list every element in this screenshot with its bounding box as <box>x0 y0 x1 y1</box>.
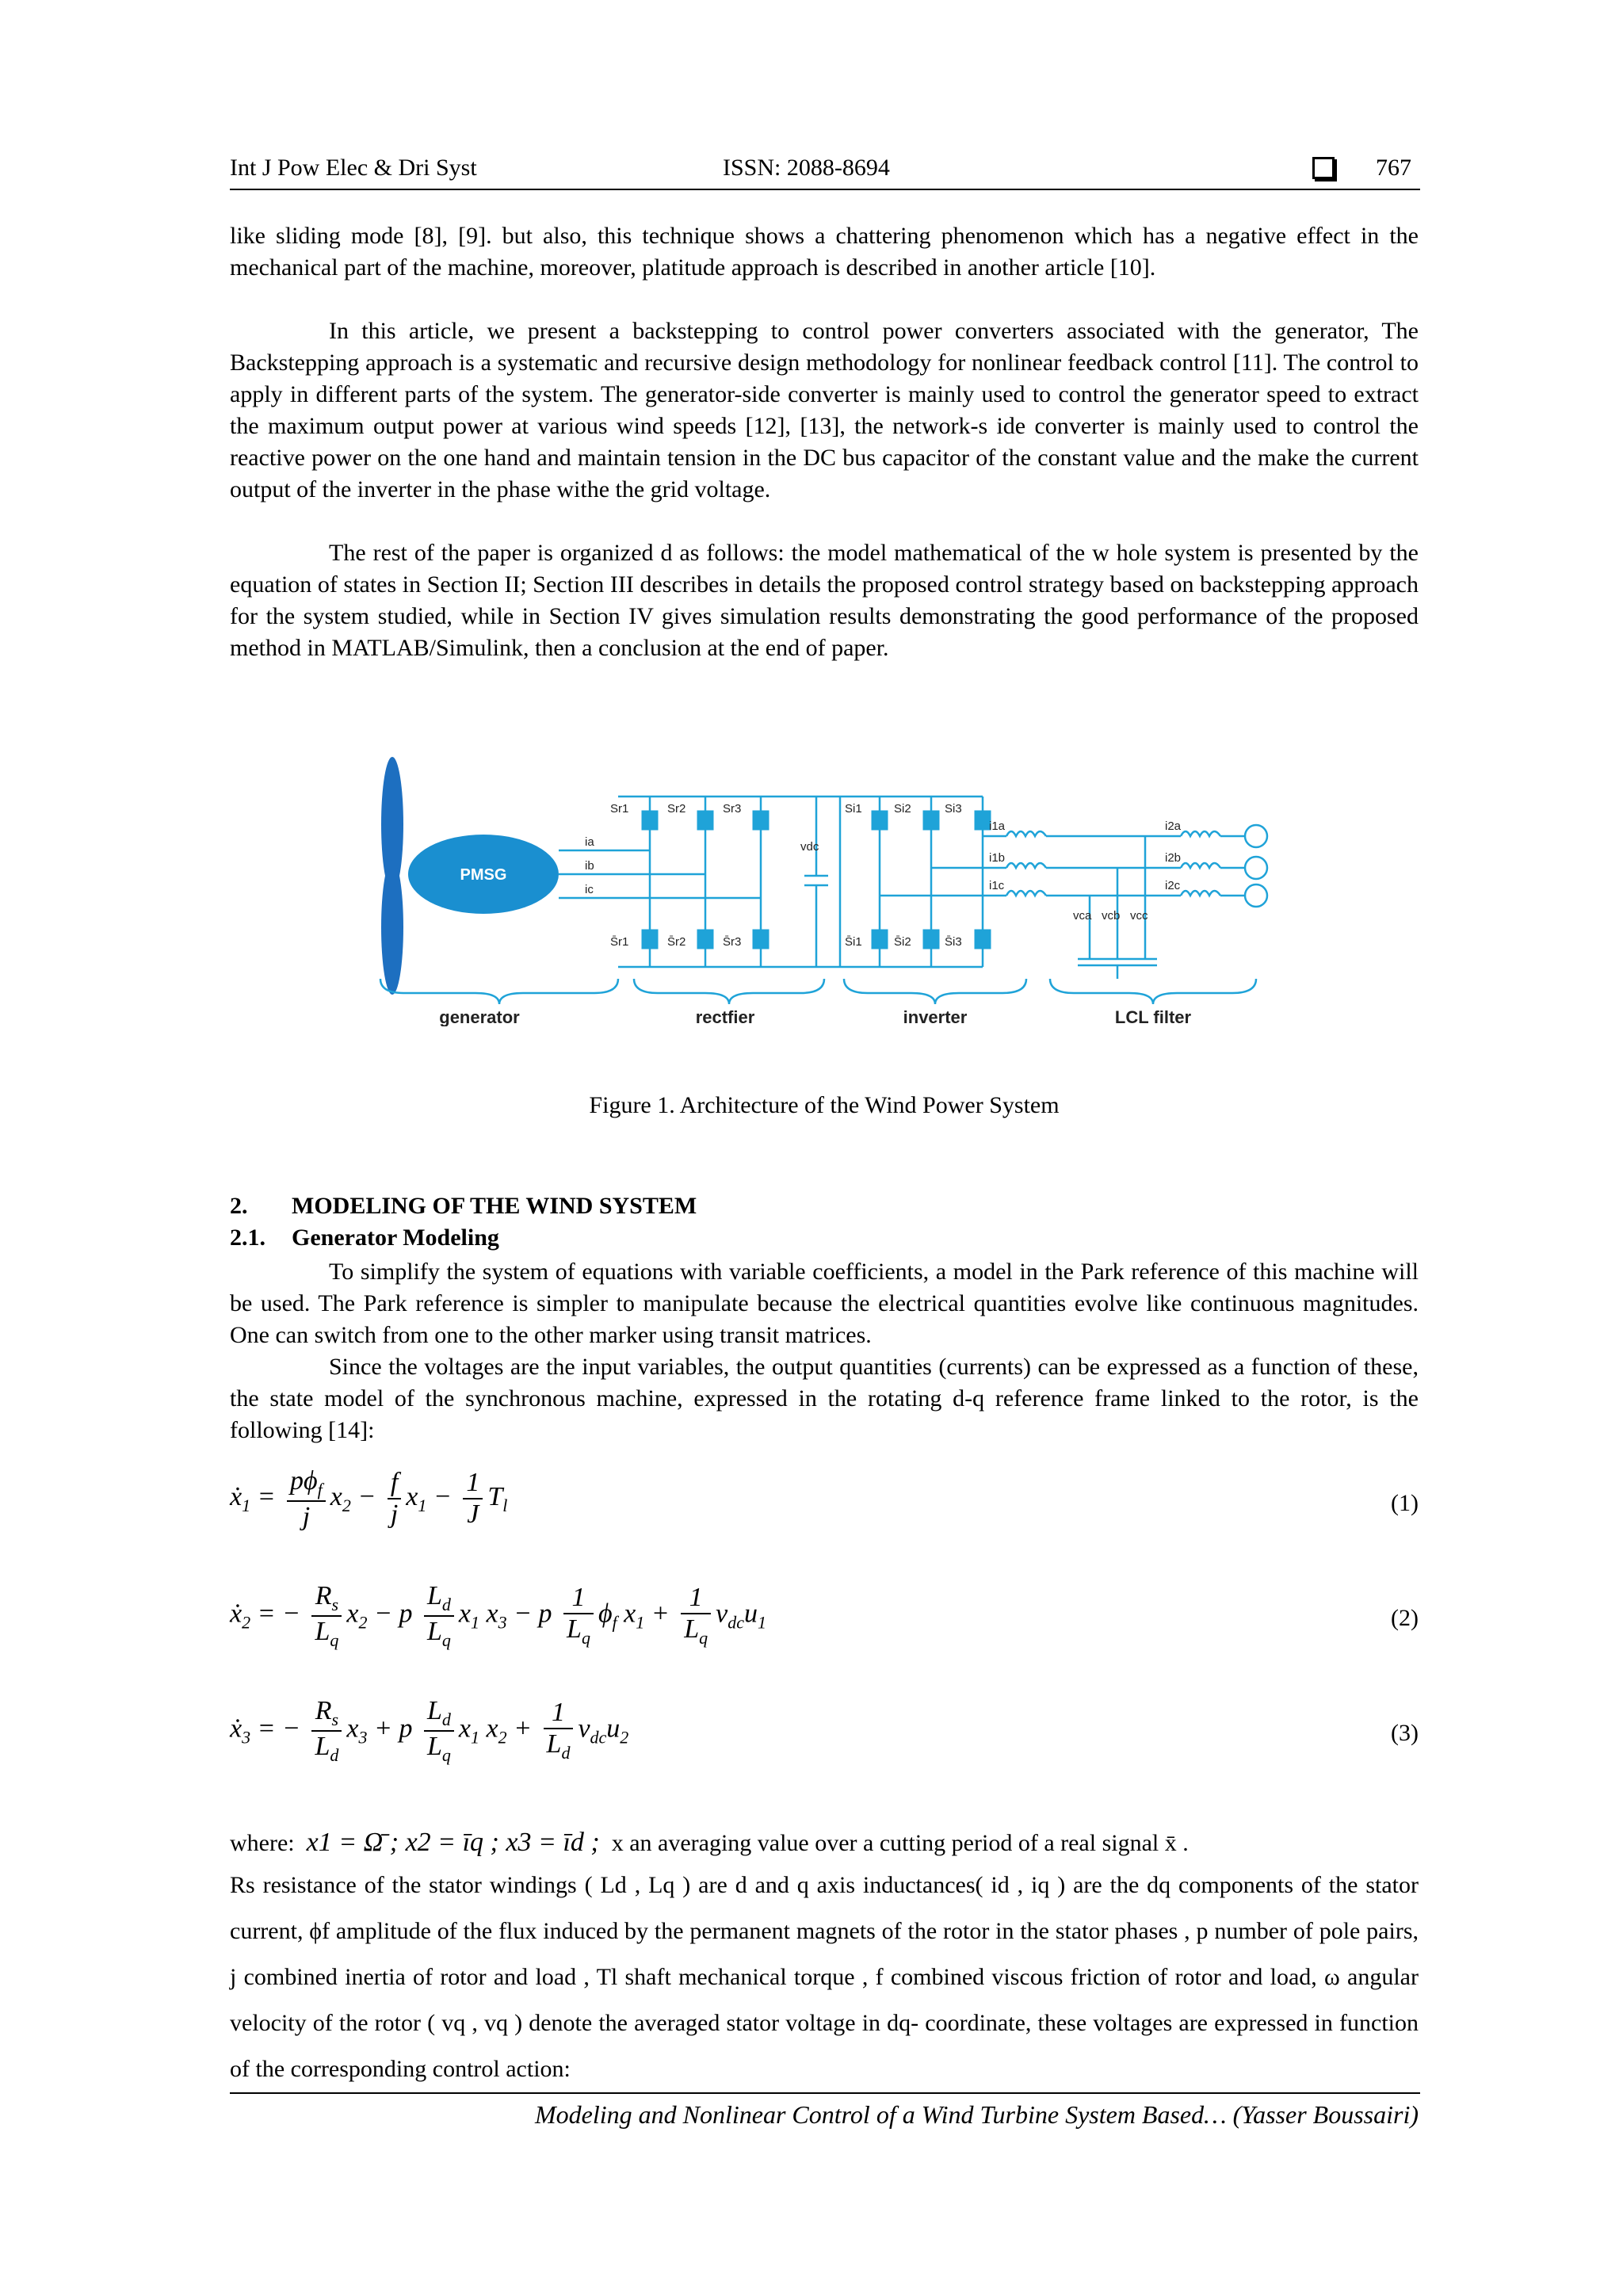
turbine-blade-bottom <box>381 860 403 995</box>
cap-label-vcc: vcc <box>1130 909 1148 923</box>
section-title: MODELING OF THE WIND SYSTEM <box>292 1193 697 1219</box>
equation-1: ẋ$_1$ = $\frac{p\phi_f}{j}$ $x_2$ − $\frac{f}{j}$ $x_1$ − $\frac{1}{J}$ $T_l$ (1) <box>230 1466 1419 1531</box>
paragraph-1: like sliding mode [8], [9]. but also, this technique shows a chattering phenomenon which has a negative effect in the mechanical part of the machine, moreover, platitude approach is described in another article [10]. <box>230 223 1419 281</box>
where-definitions: x1 = Ω̄ ; x2 = īq ; x3 = īd ; <box>306 1828 600 1857</box>
section-label-inverter: inverter <box>903 1007 968 1026</box>
switch-label-sr1: Sr1 <box>610 802 629 816</box>
equation-2: ẋ$_2$ = − $\frac{R_s}{L_q}$ $x_2 - p$ $\frac{L_d}{L_q}$ $x_1$ $x_3 - p$ $\frac{1}{L_q}$ $\phi_f$ $x_1$ + $\frac{1}{L_q}$ $v_{dc}u_1$ (2) <box>230 1581 1419 1650</box>
wind-system-figure <box>372 757 1308 1026</box>
issn: ISSN: 2088-8694 <box>723 155 890 181</box>
dc-voltage-label: vdc <box>800 840 819 854</box>
switch-label-si1: Si1 <box>845 802 862 816</box>
switch-label-sr1-bar: S̄r1 <box>610 935 629 949</box>
paragraph-3: The rest of the paper is organized d as follows: the model mathematical of the w hole system is presented by the equation of states in Section II; Section III describes in details the proposed control strategy based on backstepping approach for the system studied, while in Section IV gives simulation results demonstrating the good performance of the proposed method in MATLAB/Simulink, then a conclusion at the end of paper. <box>230 540 1419 661</box>
subsection-title: Generator Modeling <box>292 1224 499 1251</box>
paragraph-5: Since the voltages are the input variables, the output quantities (currents) can be expressed as a function of these, the state model of the synchronous machine, expressed in the rotating d-q reference frame linked to the rotor, is the following [14]: <box>230 1354 1419 1443</box>
pmsg-label: PMSG <box>460 866 507 884</box>
current-label-i1b: i1b <box>989 851 1006 865</box>
current-label-ib: ib <box>585 859 594 873</box>
section-number: 2. <box>230 1193 248 1219</box>
page-header <box>230 155 1419 186</box>
journal-name: Int J Pow Elec & Dri Syst <box>230 155 477 181</box>
switch-label-si3: Si3 <box>945 802 962 816</box>
current-label-i2b: i2b <box>1165 851 1182 865</box>
current-label-i2c: i2c <box>1165 879 1181 892</box>
parameter-definitions: Rs resistance of the stator windings ( Ld , Lq ) are d and q axis inductances( id , iq ) are the dq components of the stator current, ϕf amplitude of the flux induced by the permanent magnets of the rotor in the stator phases , p number of pole pairs, j combined inertia of rotor and load , Tl shaft mechanical torque , f combined viscous friction of rotor and load, ω angular velocity of the rotor ( vq , vq ) denote the averaged stator voltage in dq- coordinate, these voltages are expressed in function of the corresponding control action: <box>230 1872 1419 2082</box>
paragraph-2: In this article, we present a backstepping to control power converters associated with the generator, The Backstepping approach is a systematic and recursive design methodology for nonlinear feedback control [11]. The control to apply in different parts of the system. The generator-side converter is mainly used to control the generator speed to extract the maximum output power at various wind speeds [12], [13], the network-s ide converter is mainly used to control the reactive power on the one hand and maintain tension in the DC bus capacitor of the constant value and the make the current output of the inverter in the phase withe the grid voltage. <box>230 318 1419 502</box>
current-label-i1a: i1a <box>989 819 1006 833</box>
page-number: 767 <box>1376 155 1411 181</box>
switch-label-sr2: Sr2 <box>667 802 686 816</box>
switch-label-sr3-bar: S̄r3 <box>723 935 742 949</box>
equation-number-3: (3) <box>1391 1720 1419 1746</box>
switch-label-si2-bar: S̄i2 <box>894 935 911 949</box>
section-label-lcl-filter: LCL filter <box>1114 1007 1192 1026</box>
switch-label-sr2-bar: S̄r2 <box>667 935 686 949</box>
current-label-i2a: i2a <box>1165 819 1182 833</box>
where-suffix: x an averaging value over a cutting period of a real signal x̄ . <box>611 1830 1189 1856</box>
equation-3: ẋ$_3$ = − $\frac{R_s}{L_d}$ $x_3 + p$ $\frac{L_d}{L_q}$ $x_1$ $x_2$ + $\frac{1}{L_d}$ $v_{dc}u_2$ (3) <box>230 1696 1419 1765</box>
current-label-ic: ic <box>585 883 594 896</box>
figure-caption: Figure 1. Architecture of the Wind Power System <box>589 1092 1060 1118</box>
header-rule <box>230 189 1420 190</box>
page-footer: Modeling and Nonlinear Control of a Wind Turbine System Based… (Yasser Boussairi) <box>535 2100 1419 2129</box>
section-label-generator: generator <box>439 1007 520 1026</box>
current-label-ia: ia <box>585 835 594 849</box>
footer-rule <box>230 2092 1420 2094</box>
subsection-number: 2.1. <box>230 1224 265 1251</box>
subsection-heading <box>230 1224 499 1251</box>
switch-label-sr3: Sr3 <box>723 802 742 816</box>
paragraph-4: To simplify the system of equations with variable coefficients, a model in the Park reference of this machine will be used. The Park reference is simpler to manipulate because the electrical quantities evolve like continuous magnitudes. One can switch from one to the other marker using transit matrices. <box>230 1259 1419 1348</box>
switch-label-si3-bar: S̄i3 <box>945 935 962 949</box>
switch-label-si2: Si2 <box>894 802 911 816</box>
checkbox-icon <box>1312 157 1335 179</box>
equation-number-2: (2) <box>1391 1605 1419 1631</box>
equation-number-1: (1) <box>1391 1490 1419 1516</box>
switch-label-si1-bar: S̄i1 <box>845 935 862 949</box>
cap-label-vcb: vcb <box>1102 909 1121 923</box>
cap-label-vca: vca <box>1073 909 1092 923</box>
section-label-rectifier: rectfier <box>695 1007 755 1026</box>
current-label-i1c: i1c <box>989 879 1005 892</box>
section-heading <box>230 1193 697 1220</box>
where-line <box>230 1827 1419 1859</box>
where-prefix: where: <box>230 1830 295 1856</box>
